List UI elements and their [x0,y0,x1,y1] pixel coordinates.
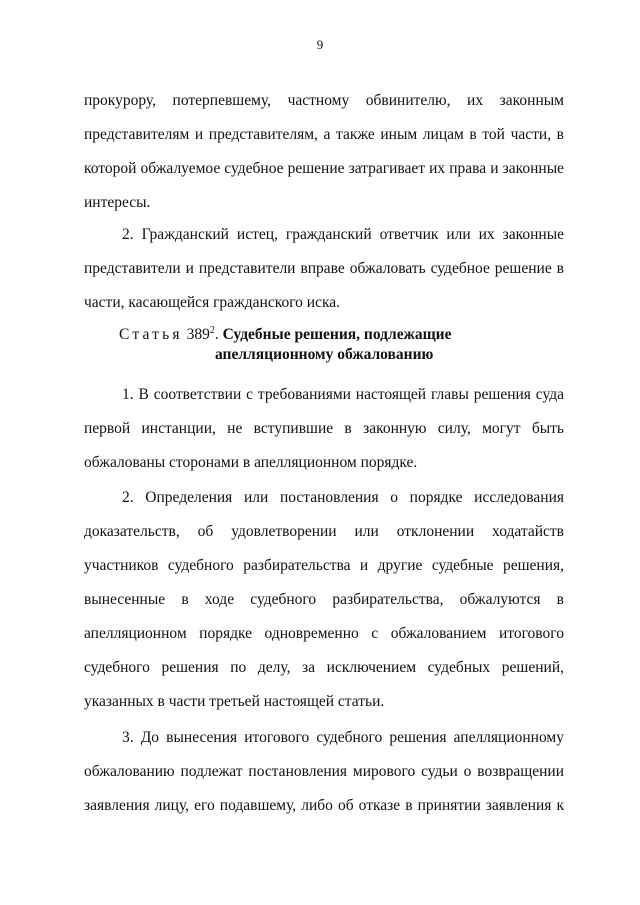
paragraph-article-part2 [84,481,564,719]
text-line: обжалованы сторонами в апелляционном порядке. [84,454,418,471]
text-line: указанных в части третьей настоящей статьи. [84,693,385,710]
text-line: интересы. [84,194,151,211]
text-line: прокурору, потерпевшему, частному обвинителю, их законным [84,92,564,109]
article-title-line2: апелляционному обжалованию [215,346,434,363]
text-line: апелляционном порядке одновременно с обжалованием итогового [84,625,564,642]
text-line: которой обжалуемое судебное решение затрагивает их права и законные [84,160,564,177]
text-line: части, касающейся гражданского иска. [84,294,341,311]
text-line: 1. В соответствии с требованиями настоящей главы решения суда [122,386,564,403]
page-number: 9 [316,37,324,52]
text-line: представители и представители вправе обжаловать судебное решение в [84,260,564,277]
paragraph-continuation [84,84,564,220]
text-line: первой инстанции, не вступившие в законную силу, могут быть [84,420,564,437]
article-title-line1: Судебные решения, подлежащие [222,326,452,343]
paragraph-article-part1 [84,378,564,480]
article-number: $389^2$. [186,325,219,343]
text-line: 3. До вынесения итогового судебного решения апелляционному [122,729,564,746]
text-line: вынесенные в ходе судебного разбирательства, обжалуются в [84,591,564,608]
text-line: обжалованию подлежат постановления мирового судьи о возвращении [84,763,564,780]
text-line: доказательств, об удовлетворении или отклонении ходатайств [84,523,564,540]
text-line: 2. Определения или постановления о порядке исследования [122,489,564,506]
paragraph-civil-claim [84,218,564,320]
text-line: 2. Гражданский истец, гражданский ответчик или их законные [122,226,564,243]
paragraph-article-part3 [84,721,564,823]
text-line: представителям и представителям, а также иным лицам в той части, в [84,126,564,143]
article-number-superscript: 2 [209,325,215,336]
article-label: Статья [119,326,183,343]
text-line: судебного решения по делу, за исключением судебных решений, [84,659,564,676]
article-heading [119,325,579,365]
text-line: заявления лицу, его подавшему, либо об отказе в принятии заявления к [84,797,564,814]
text-line: участников судебного разбирательства и другие судебные решения, [84,557,564,574]
